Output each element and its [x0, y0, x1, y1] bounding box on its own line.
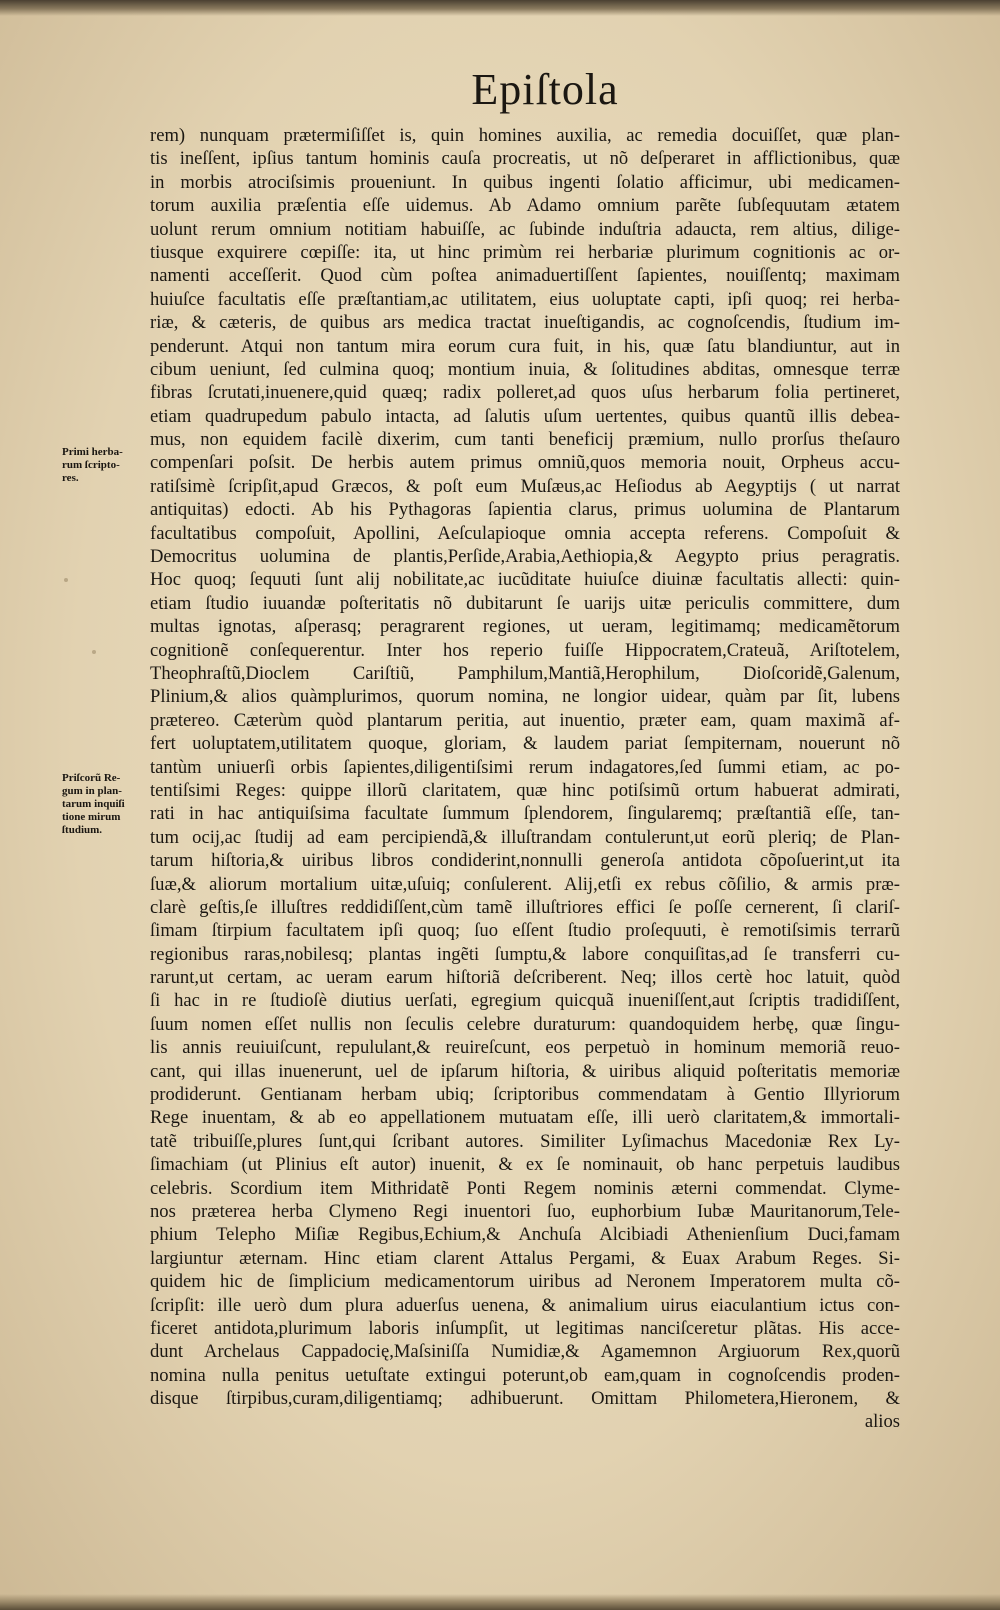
text-line: ſuæ,& aliorum mortalium uitæ,uſuiq; conſulerent. Alij,etſi ex rebus cõſilio, & armis præ- — [150, 873, 900, 895]
text-line: in morbis atrociſsimis proueniunt. In quibus ingenti ſolatio afficimur, ubi medicamen- — [150, 171, 900, 193]
text-line: dunt Archelaus Cappadocię,Maſsiniſſa Numidiæ,& Agamemnon Argiuorum Rex,quorũ — [150, 1341, 900, 1363]
margin-note-line: Priſcorũ Re- — [62, 772, 121, 784]
text-line: quidem hic de ſimplicium medicamentorum uiribus ad Neronem Imperatorem multa cõ- — [150, 1271, 900, 1293]
text-line: tis ineſſent, ipſius tantum hominis cauſa procreatis, ut nõ deſperaret in afflictionibus, quæ — [150, 148, 900, 170]
text-line: tentiſsimi Reges: quippe illorũ claritatem, quæ hinc potiſsimũ ortum habuerat admirati, — [150, 779, 900, 801]
text-line: regionibus raras,nobilesq; plantas ingẽti ſumptu,& labore conquiſitas,ad ſe transferri cu- — [150, 943, 900, 965]
text-line: rati in hac antiquiſsima facultate ſummum ſplendorem, ſingularemq; præſtantiã eſſe, tan- — [150, 803, 900, 825]
margin-note-line: ſtudium. — [62, 824, 103, 836]
paper-stain — [64, 578, 68, 582]
margin-note-line: tione mirum — [62, 811, 121, 823]
margin-note-line: tarum inquiſi — [62, 798, 125, 810]
text-line: huiuſce facultatis eſſe præſtantiam,ac utilitatem, eius uoluptate capti, ipſi quoq; rei herba- — [150, 288, 900, 310]
text-line: Democritus uolumina de plantis,Perſide,Arabia,Aethiopia,& Aegypto prius peragratis. — [150, 546, 900, 568]
text-line: alios — [864, 1411, 900, 1433]
margin-note-line: Primi herba- — [62, 446, 123, 458]
text-line: facultatibus compoſuit, Apollini, Aeſculapioque omnia accepta referens. Compoſuit & — [150, 522, 900, 544]
page-heading — [0, 64, 1000, 115]
page-heading-text: Epiſtola — [471, 65, 619, 114]
page-bottom-edge — [0, 1594, 1000, 1610]
text-line: cibum ueniunt, ſed culmina quoq; montium inuia, & ſolitudines abditas, omnesque terræ — [150, 358, 900, 380]
text-line: tatẽ tribuiſſe,plures ſunt,qui ſcribant autores. Similiter Lyſimachus Macedoniæ Rex Ly- — [150, 1130, 900, 1152]
margin-note-kings-study — [62, 772, 148, 837]
text-line: uolunt rerum omnium notitiam habuiſſe, ac ſubinde induſtria adaucta, rem altius, dilige- — [150, 218, 900, 240]
text-line: largiuntur æternam. Hinc etiam clarent Attalus Pergami, & Euax Arabum Reges. Si- — [150, 1247, 900, 1269]
text-line: ſi hac in re ſtudioſè diutius uerſati, egregium quicquã inueniſſent,aut ſcriptis tradidiſſent, — [150, 990, 900, 1012]
margin-note-line: res. — [62, 472, 79, 484]
text-line: tarum hiſtoria,& uiribus libros condiderint,nonnulli generoſa antidota cõpoſuerint,ut ita — [150, 850, 900, 872]
page-top-edge — [0, 0, 1000, 16]
text-line: ſcripſit: ille uerò dum plura aduerſus uenena, & animalium uirus eiaculantium ictus con- — [150, 1294, 900, 1316]
paper-stain — [92, 650, 96, 654]
margin-note-first-herbal-writers — [62, 446, 148, 485]
text-line: cognitionẽ conſequerentur. Inter hos reperio fuiſſe Hippocratem,Crateuã, Ariſtotelem, — [150, 639, 900, 661]
text-line: phium Telepho Miſiæ Regibus,Echium,& Anchuſa Alcibiadi Athenienſium Duci,famam — [150, 1224, 900, 1246]
text-line: clarè geſtis,ſe illuſtres reddidiſſent,cùm tamẽ illuſtriores effici ſe poſſe cernerent, ſi clariſ- — [150, 896, 900, 918]
margin-note-line: gum in plan- — [62, 785, 122, 797]
text-line: nos præterea herba Clymeno Regi inuentori ſuo, euphorbium Iubæ Mauritanorum,Tele- — [150, 1200, 900, 1222]
text-line: namenti acceſſerit. Quod cùm poſtea animaduertiſſent ſapientes, nouiſſentq; maximam — [150, 265, 900, 287]
text-line: riæ, & cæteris, de quibus ars medica tractat inueſtigandis, ac cognoſcendis, ſtudium im- — [150, 312, 900, 334]
text-line: ficeret antidota,plurimum laboris inſumpſit, ut legitimas nanciſceretur plãtas. His acce- — [150, 1317, 900, 1339]
text-line: ſuum nomen eſſet nullis non ſeculis celebre duraturum: quandoquidem herbę, quæ ſingu- — [150, 1013, 900, 1035]
text-line: prætereo. Cæterùm quòd plantarum peritia, aut inuentio, præter eam, quam maximã af- — [150, 709, 900, 731]
text-line: prodiderunt. Gentianam herbam ubiq; ſcriptoribus commendatam à Gentio Illyriorum — [150, 1084, 900, 1106]
margin-note-line: rum ſcripto- — [62, 459, 120, 471]
text-line: cant, qui illas inuenerunt, uel de ipſarum hiſtoria, & uiribus aliquid poſteritatis memoriæ — [150, 1060, 900, 1082]
text-line: ſimachiam (ut Plinius eſt autor) inuenit, & ex ſe nominauit, ob hanc perpetuis laudibus — [150, 1154, 900, 1176]
text-line: fert uoluptatem,utilitatem quoque, gloriam, & laudem pariat ſempiternam, nouerunt nõ — [150, 733, 900, 755]
text-line: rem) nunquam prætermiſiſſet is, quin homines auxilia, ac remedia docuiſſet, quæ plan- — [150, 125, 900, 146]
text-line: Hoc quoq; ſequuti ſunt alij nobilitate,ac iucũditate huiuſce diuinæ facultatis allecti: quin- — [150, 569, 900, 591]
text-line: etiam ſtudio iuuandæ poſteritatis nõ dubitarunt ſe uarijs uitæ periculis committere, dum — [150, 592, 900, 614]
text-line: Theophraſtũ,Dioclem Cariſtiũ, Pamphilum,Mantiã,Herophilum, Dioſcoridẽ,Galenum, — [150, 662, 900, 684]
text-line: disque ſtirpibus,curam,diligentiamq; adhibuerunt. Omittam Philometera,Hieronem, & — [150, 1388, 900, 1410]
text-line: antiquitas) edocti. Ab his Pythagoras ſapientia clarus, primus uolumina de Plantarum — [150, 499, 900, 521]
text-line: ſimam ſtirpium facultatem ipſi quoq; ſuo eſſent ſtudio proſequuti, è remotiſsimis terrarũ — [150, 920, 900, 942]
text-line: etiam quadrupedum pabulo intacta, ad ſalutis uſum uertentes, quibus quantũ illis debea- — [150, 405, 900, 427]
text-line: ratiſsimè ſcripſit,apud Græcos, & poſt eum Muſæus,ac Heſiodus ab Aegyptijs ( ut narrat — [150, 475, 900, 497]
text-line: nomina nulla penitus uetuſtate extingui poterunt,ob eam,quam in cognoſcendis proden- — [150, 1364, 900, 1386]
text-line: tiusque exquirere cœpiſſe: ita, ut hinc primùm rei herbariæ plurimum cognitionis ac or- — [150, 241, 900, 263]
text-line: celebris. Scordium item Mithridatẽ Ponti Regem nominis æterni commendat. Clyme- — [150, 1177, 900, 1199]
text-line: torum auxilia præſentia eſſe uidemus. Ab Adamo omnium parẽte ſubſequutam ætatem — [150, 195, 900, 217]
text-line: lis annis reuiuiſcunt, repululant,& reuireſcunt, eos perpetuò in hominum memoriã reuo- — [150, 1037, 900, 1059]
text-line: rarunt,ut certam, ac ueram earum hiſtoriã deſcriberent. Neq; illos certè hoc latuit, quòd — [150, 967, 900, 989]
text-line: Plinium,& alios quàmplurimos, quorum nomina, ne longior uidear, quàm par ſit, lubens — [150, 686, 900, 708]
text-line: penderunt. Atqui non tantum mira eorum cura fuit, in his, quæ ſatu blandiuntur, aut in — [150, 335, 900, 357]
body-text — [150, 124, 900, 1434]
text-line: fibras ſcrutati,inuenere,quid quæq; radix polleret,ad quos uſus herbarum folia pertineret, — [150, 382, 900, 404]
text-line: tantùm uniuerſi orbis ſapientes,diligentiſsimi rerum indagatores,ſed ſummi etiam, ac po- — [150, 756, 900, 778]
text-line: Rege inuentam, & ab eo appellationem mutuatam eſſe, illi uerò claritatem,& immortali- — [150, 1107, 900, 1129]
text-line: mus, non equidem facilè dixerim, cum tanti beneficij præmium, nullo prorſus theſauro — [150, 429, 900, 451]
text-line: compenſari poſsit. De herbis autem primus omniũ,quos memoria nouit, Orpheus accu- — [150, 452, 900, 474]
text-line: tum ocij,ac ſtudij ad eam percipiendã,& illuſtrandam contulerunt,ut eorũ pleriq; de Plan- — [150, 826, 900, 848]
text-line: multas ignotas, aſperasq; peragrarent regiones, ut ueram, legitimamq; medicamẽtorum — [150, 616, 900, 638]
